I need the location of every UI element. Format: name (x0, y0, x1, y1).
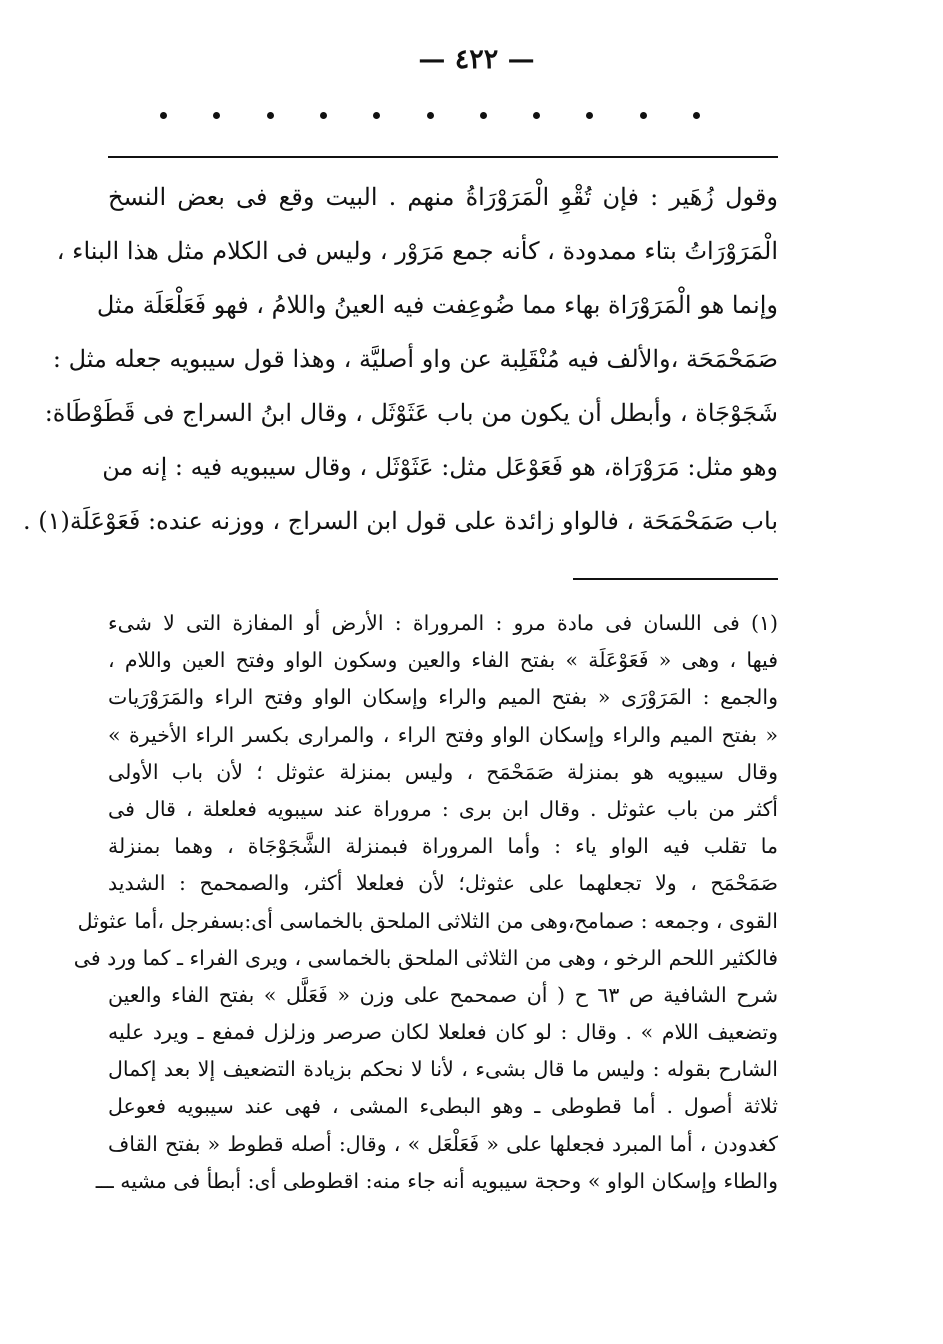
footnote-line: فيها ، وهى « فَعَوْعَلَة » بفتح الفاء والعين وسكون الواو وفتح العين واللام ، (108, 648, 778, 673)
footnote-line: وقال سيبويه هو بمنزلة صَمَحْمَح ، وليس بمنزلة عثوثل ؛ لأن باب الأولى (108, 759, 778, 784)
footnote-line: وتضعيف اللام » . وقال : لو كان فعلعلا لكان صرصر وزلزل فمفع ـ ويرد عليه (108, 1020, 778, 1045)
footnote-line: والطاء وإسكان الواو » وحجة سيبويه أنه جاء منه: اقطوطى أى: أبطأ فى مشيه ـــ (95, 1168, 778, 1193)
footnote-line: أكثر من باب عثوثل . وقال ابن برى : مروراة عند سيبويه فعلعلة ، قال فى (108, 796, 778, 821)
main-text-line: باب صَمَحْمَحَة ، فالواو زائدة على قول ابن السراج ، ووزنه عنده: فَعَوْعَلَة(١) . (22, 507, 778, 535)
footnote-line: « بفتح الميم والراء وإسكان الواو وفتح الراء ، والمرارى بكسر الراء الأخيرة » (108, 722, 778, 747)
separator-dot (427, 112, 434, 119)
header-rule (108, 156, 778, 158)
separator-dot (586, 112, 593, 119)
main-text-line: الْمَرَوْرَاتُ بتاء ممدودة ، كأنه جمع مَرَوْر ، وليس فى الكلام مثل هذا البناء ، (56, 237, 778, 265)
footnote-rule (573, 578, 778, 580)
page-number: — ٤٢٢ — (418, 44, 535, 75)
main-text-block (22, 170, 778, 548)
footnote-line: ثلاثة أصول . أما قطوطى ـ وهو البطىء المشى ، فهى عند سيبويه فعوعل (108, 1094, 778, 1119)
separator-dot (160, 112, 167, 119)
main-text-line: صَمَحْمَحَة ،والألف فيه مُنْقَلِبة عن واو أصليَّة ، وهذا قول سيبويه جعله مثل : (52, 345, 778, 373)
separator-dots (160, 112, 700, 119)
separator-dot (267, 112, 274, 119)
footnote-line: القوى ، وجمعه : صمامح،وهى من الثلاثى الملحق بالخماسى أى:بسفرجل ،أما عثوثل (77, 908, 778, 933)
separator-dot (480, 112, 487, 119)
footnote-line: صَمَحْمَح ، ولا تجعلهما على عثوثل؛ لأن فعلعلا أكثر، والصمحمح : الشديد (108, 871, 778, 896)
main-text-line: شَجَوْجَاة ، وأبطل أن يكون من باب عَثَوْثَل ، وقال ابنُ السراج فى قَطَوْطَاة: (44, 399, 778, 427)
separator-dot (213, 112, 220, 119)
separator-dot (373, 112, 380, 119)
main-text-line: وقول زُهَير : فإن تُقْوِ الْمَرَوْرَاةُ منهم . البيت وقع فى بعض النسخ (108, 183, 778, 211)
main-text-line: وهو مثل: مَرَوْرَاة، هو فَعَوْعَل مثل: عَثَوْثَل ، وقال سيبويه فيه : إنه من (102, 453, 778, 481)
separator-dot (533, 112, 540, 119)
footnote-line: والجمع : المَرَوْرَى « بفتح الميم والراء وإسكان الواو وفتح الراء والمَرَوْرَيات (108, 685, 778, 710)
main-text-line: وإنما هو الْمَرَوْرَاة بهاء مما ضُوعِفت فيه العينُ واللامُ ، فهو فَعَلْعَلَة مثل (96, 291, 778, 319)
footnote-line: فالكثير اللحم الرخو ، وهى من الثلاثى الملحق بالخماسى ، ويرى الفراء ـ كما ورد فى (73, 945, 778, 970)
footnote-line: كغدودن ، أما المبرد فجعلها على « فَعَلْعَل » ، وقال: أصله قطوط « بفتح القاف (108, 1131, 778, 1156)
footnote-block (73, 605, 778, 1200)
separator-dot (640, 112, 647, 119)
footnote-line: شرح الشافية ص ٦٣ ح ( أن صمحمح على وزن « فَعَلَّل » بفتح الفاء والعين (108, 982, 778, 1007)
separator-dot (320, 112, 327, 119)
footnote-line: (١) فى اللسان فى مادة مرو : المروراة : الأرض أو المفازة التى لا شىء (108, 611, 778, 635)
footnote-line: الشارح بقوله : وليس ما قال بشىء ، لأنا لا نحكم بزيادة التضعيف إلا بعد إكمال (108, 1057, 778, 1082)
footnote-line: ما تقلب فيه الواو ياء : وأما المروراة فبمنزلة الشَّجَوْجَاة ، وهما بمنزلة (108, 834, 778, 859)
separator-dot (693, 112, 700, 119)
